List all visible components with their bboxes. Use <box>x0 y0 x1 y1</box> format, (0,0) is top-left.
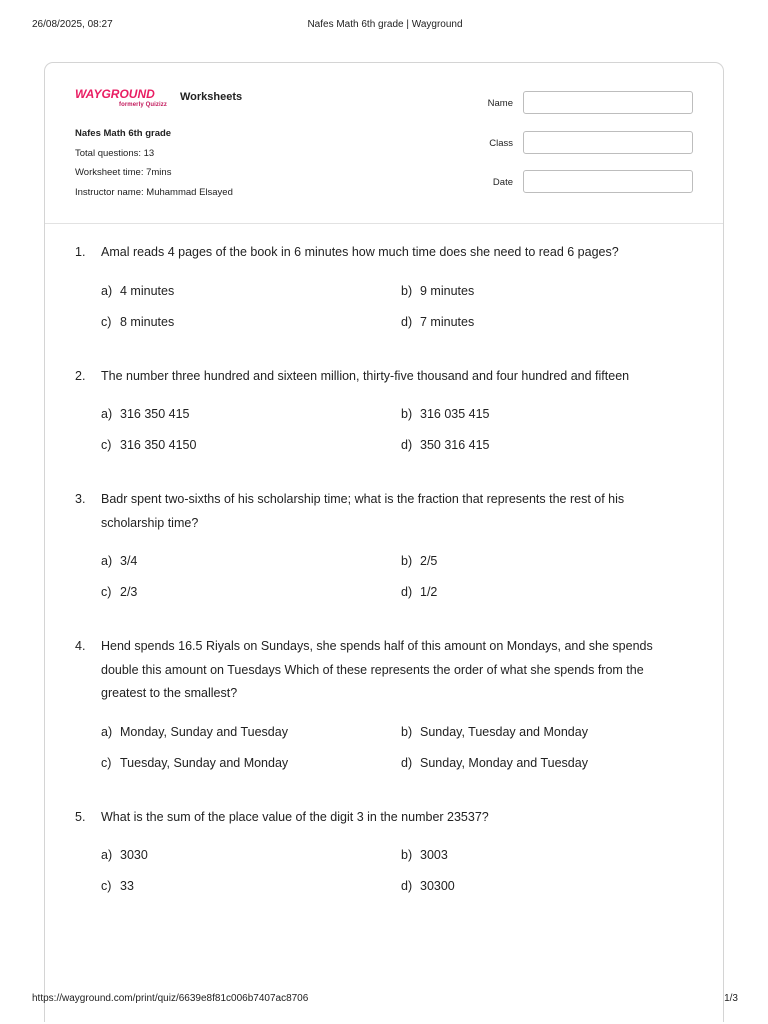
option-letter: a) <box>101 554 113 568</box>
option-text: Sunday, Monday and Tuesday <box>420 755 588 770</box>
option-text: 316 350 415 <box>120 407 190 421</box>
option-a[interactable] <box>101 721 401 744</box>
question-number: 2. <box>75 368 86 383</box>
question-text: Amal reads 4 pages of the book in 6 minutes how much time does she need to read 6 pages? <box>101 245 619 259</box>
option-letter: a) <box>101 724 113 739</box>
option-text: 3030 <box>120 848 148 862</box>
field-label: Name <box>487 98 513 109</box>
question-number: 1. <box>75 245 86 259</box>
print-page-title: Nafes Math 6th grade | Wayground <box>307 19 463 30</box>
option-a[interactable] <box>101 550 401 573</box>
option-letter: c) <box>101 879 112 893</box>
answer-options <box>101 844 695 898</box>
worksheet-title: Nafes Math 6th grade <box>75 128 172 139</box>
question <box>75 806 695 899</box>
option-letter: b) <box>401 724 413 739</box>
option-d[interactable] <box>401 581 681 604</box>
option-text: 2/3 <box>120 585 138 599</box>
option-letter: c) <box>101 755 112 770</box>
option-text: Monday, Sunday and Tuesday <box>120 724 288 739</box>
option-text: 2/5 <box>420 554 438 568</box>
question-number: 4. <box>75 639 86 653</box>
option-b[interactable] <box>401 403 681 426</box>
option-b[interactable] <box>401 550 681 573</box>
option-letter: c) <box>101 314 112 329</box>
brand <box>75 86 255 114</box>
option-c[interactable] <box>101 581 401 604</box>
answer-options <box>101 280 695 334</box>
question <box>75 241 695 334</box>
option-b[interactable] <box>401 721 681 744</box>
question <box>75 635 695 775</box>
option-letter: a) <box>101 283 113 298</box>
question <box>75 365 695 458</box>
option-text: 316 350 4150 <box>120 438 197 452</box>
worksheet-meta <box>75 127 233 205</box>
question-text: The number three hundred and sixteen million, thirty-five thousand and four hundred and fifteen <box>101 368 630 383</box>
option-text: 350 316 415 <box>420 438 490 452</box>
option-letter: a) <box>101 407 113 421</box>
option-text: Sunday, Tuesday and Monday <box>420 724 588 739</box>
option-b[interactable] <box>401 280 681 303</box>
option-text: 3/4 <box>120 554 138 568</box>
option-d[interactable] <box>401 311 681 334</box>
option-letter: d) <box>401 585 413 599</box>
worksheet-time: Worksheet time: 7mins <box>75 167 172 178</box>
print-url: https://wayground.com/print/quiz/6639e8f81c006b7407ac8706 <box>32 993 309 1004</box>
option-c[interactable] <box>101 434 401 457</box>
answer-options <box>101 403 695 457</box>
field-date <box>453 170 693 210</box>
option-letter: d) <box>401 314 413 329</box>
option-text: 7 minutes <box>420 314 475 329</box>
option-letter: b) <box>401 283 413 298</box>
option-letter: d) <box>401 438 413 452</box>
class-input[interactable] <box>523 131 693 154</box>
option-letter: b) <box>401 554 413 568</box>
page-number: 1/3 <box>724 993 738 1004</box>
option-d[interactable] <box>401 752 681 775</box>
option-a[interactable] <box>101 844 401 867</box>
question-text: What is the sum of the place value of the digit 3 in the number 23537? <box>101 809 489 824</box>
answer-options <box>101 550 695 604</box>
wayground-logo-icon <box>75 86 175 102</box>
option-text: 9 minutes <box>420 283 475 298</box>
option-d[interactable] <box>401 434 681 457</box>
field-name <box>453 91 693 131</box>
option-letter: b) <box>401 407 413 421</box>
date-input[interactable] <box>523 170 693 193</box>
print-datetime: 26/08/2025, 08:27 <box>32 19 113 30</box>
option-letter: a) <box>101 848 113 862</box>
question-number: 3. <box>75 492 86 506</box>
answer-options <box>101 721 695 775</box>
instructor-name: Instructor name: Muhammad Elsayed <box>75 186 233 198</box>
option-letter: c) <box>101 585 112 599</box>
field-label: Date <box>492 177 513 188</box>
student-fields <box>453 91 693 210</box>
option-text: 1/2 <box>420 585 438 599</box>
question-text: Hend spends 16.5 Riyals on Sundays, she spends half of this amount on Mondays, and she spends double this amount on Tuesdays Which of these represents the order of what she spends from the greatest to the smallest? <box>101 639 653 700</box>
option-text: 33 <box>120 879 134 893</box>
question-text: Badr spent two-sixths of his scholarship time; what is the fraction that represents the rest of his scholarship time? <box>101 492 625 530</box>
field-label: Class <box>489 137 513 149</box>
option-text: 30300 <box>420 879 455 893</box>
logo-text: WAYGROUND <box>75 87 155 101</box>
option-a[interactable] <box>101 280 401 303</box>
total-questions: Total questions: 13 <box>75 147 155 159</box>
option-letter: d) <box>401 879 413 893</box>
option-text: 3003 <box>420 848 448 862</box>
option-letter: c) <box>101 438 112 452</box>
option-text: 8 minutes <box>120 314 175 329</box>
brand-formerly: formerly Quizizz <box>119 102 167 108</box>
option-letter: d) <box>401 755 413 770</box>
question <box>75 488 695 604</box>
brand-product: Worksheets <box>180 91 243 103</box>
option-b[interactable] <box>401 844 681 867</box>
question-list <box>75 241 695 929</box>
option-c[interactable] <box>101 311 401 334</box>
option-a[interactable] <box>101 403 401 426</box>
field-class <box>453 131 693 171</box>
option-c[interactable] <box>101 875 401 898</box>
option-d[interactable] <box>401 875 681 898</box>
worksheet-header <box>45 63 723 224</box>
option-text: 316 035 415 <box>420 407 490 421</box>
option-text: Tuesday, Sunday and Monday <box>120 755 289 770</box>
worksheet-card <box>44 62 724 1022</box>
option-letter: b) <box>401 848 413 862</box>
option-c[interactable] <box>101 752 401 775</box>
question-number: 5. <box>75 809 86 824</box>
name-input[interactable] <box>523 91 693 114</box>
option-text: 4 minutes <box>120 283 175 298</box>
